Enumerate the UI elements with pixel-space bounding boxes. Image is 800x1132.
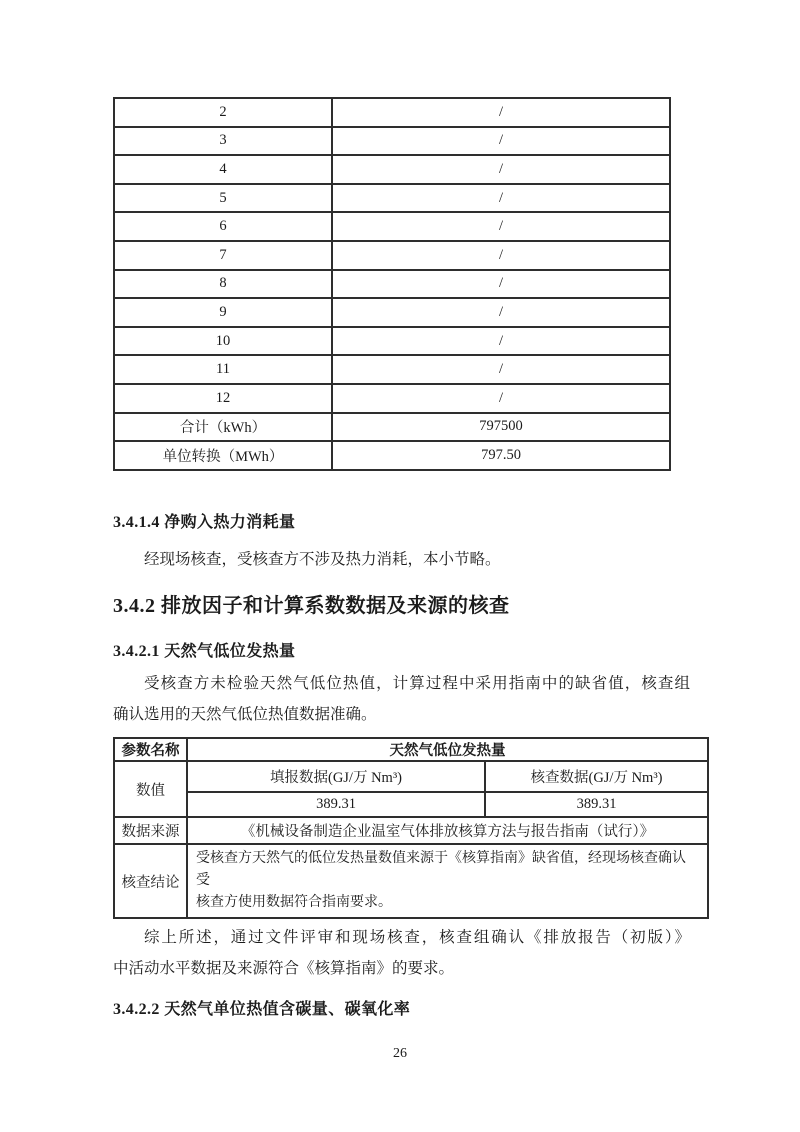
total-value-cell: 797500 (332, 413, 670, 442)
month-cell: 8 (114, 270, 332, 299)
section-heading-3421: 3.4.2.1 天然气低位发热量 (113, 643, 296, 660)
page-number: 26 (393, 1046, 407, 1061)
param-label-cell: 参数名称 (114, 738, 187, 761)
table-row (114, 355, 670, 384)
unit-conversion-label-cell: 单位转换（MWh） (114, 441, 332, 470)
unit-conversion-row (114, 441, 670, 470)
reported-header-cell: 填报数据(GJ/万 Nm³) (187, 761, 485, 792)
section-heading-3422: 3.4.2.2 天然气单位热值含碳量、碳氧化率 (113, 1001, 411, 1018)
value-label-cell: 数值 (114, 761, 187, 817)
month-cell: 11 (114, 355, 332, 384)
paragraph-line: 经现场核查，受核查方不涉及热力消耗，本小节略。 (144, 551, 501, 568)
value-cell: / (332, 212, 670, 241)
value-cell: / (332, 127, 670, 156)
table-row (114, 155, 670, 184)
table-row (114, 241, 670, 270)
source-label-cell: 数据来源 (114, 817, 187, 844)
param-name-cell: 天然气低位发热量 (187, 738, 708, 761)
total-label-cell: 合计（kWh） (114, 413, 332, 442)
month-cell: 12 (114, 384, 332, 413)
table-row (114, 98, 670, 127)
paragraph-3421 (113, 668, 690, 730)
month-cell: 3 (114, 127, 332, 156)
reported-value-cell: 389.31 (187, 792, 485, 817)
value-cell: / (332, 270, 670, 299)
conclusion-line: 受核查方天然气的低位发热量数值来源于《核算指南》缺省值，经现场核查确认受 (196, 851, 686, 888)
table-row (114, 270, 670, 299)
unit-conversion-value-cell: 797.50 (332, 441, 670, 470)
table-row (114, 298, 670, 327)
section-heading-342: 3.4.2 排放因子和计算系数数据及来源的核查 (113, 595, 510, 617)
value-cell: / (332, 241, 670, 270)
month-cell: 2 (114, 98, 332, 127)
table-row (114, 127, 670, 156)
paragraph-line: 中活动水平数据及来源符合《核算指南》的要求。 (113, 960, 455, 977)
month-cell: 10 (114, 327, 332, 356)
total-row (114, 413, 670, 442)
closing-paragraph (113, 922, 690, 984)
table-row (114, 212, 670, 241)
month-cell: 6 (114, 212, 332, 241)
paragraph-line: 确认选用的天然气低位热值数据准确。 (113, 706, 377, 723)
month-cell: 5 (114, 184, 332, 213)
data-source-row (114, 817, 708, 844)
table-row (114, 384, 670, 413)
verified-header-cell: 核查数据(GJ/万 Nm³) (485, 761, 708, 792)
value-cell: / (332, 384, 670, 413)
value-cell: / (332, 298, 670, 327)
paragraph-3414 (113, 544, 690, 575)
conclusion-line: 核查方使用数据符合指南要求。 (196, 895, 392, 910)
verified-value-cell: 389.31 (485, 792, 708, 817)
value-cell: / (332, 327, 670, 356)
value-cell: / (332, 184, 670, 213)
conclusion-label-cell: 核查结论 (114, 844, 187, 918)
monthly-electricity-table (113, 97, 671, 471)
conclusion-row (114, 844, 708, 918)
table-row (114, 184, 670, 213)
ncv-parameter-table (113, 737, 709, 919)
value-cell: / (332, 155, 670, 184)
value-cell: / (332, 355, 670, 384)
value-data-row (114, 792, 708, 817)
table-row (114, 327, 670, 356)
paragraph-line: 受核查方未检验天然气低位热值，计算过程中采用指南中的缺省值，核查组 (144, 675, 690, 692)
paragraph-line: 综上所述，通过文件评审和现场核查，核查组确认《排放报告（初版）》 (144, 929, 690, 946)
month-cell: 7 (114, 241, 332, 270)
param-name-row (114, 738, 708, 761)
source-value-cell: 《机械设备制造企业温室气体排放核算方法与报告指南（试行）》 (187, 817, 708, 844)
month-cell: 9 (114, 298, 332, 327)
section-heading-3414: 3.4.1.4 净购入热力消耗量 (113, 514, 296, 531)
value-header-row (114, 761, 708, 792)
value-cell: / (332, 98, 670, 127)
conclusion-value-cell (187, 844, 708, 918)
month-cell: 4 (114, 155, 332, 184)
